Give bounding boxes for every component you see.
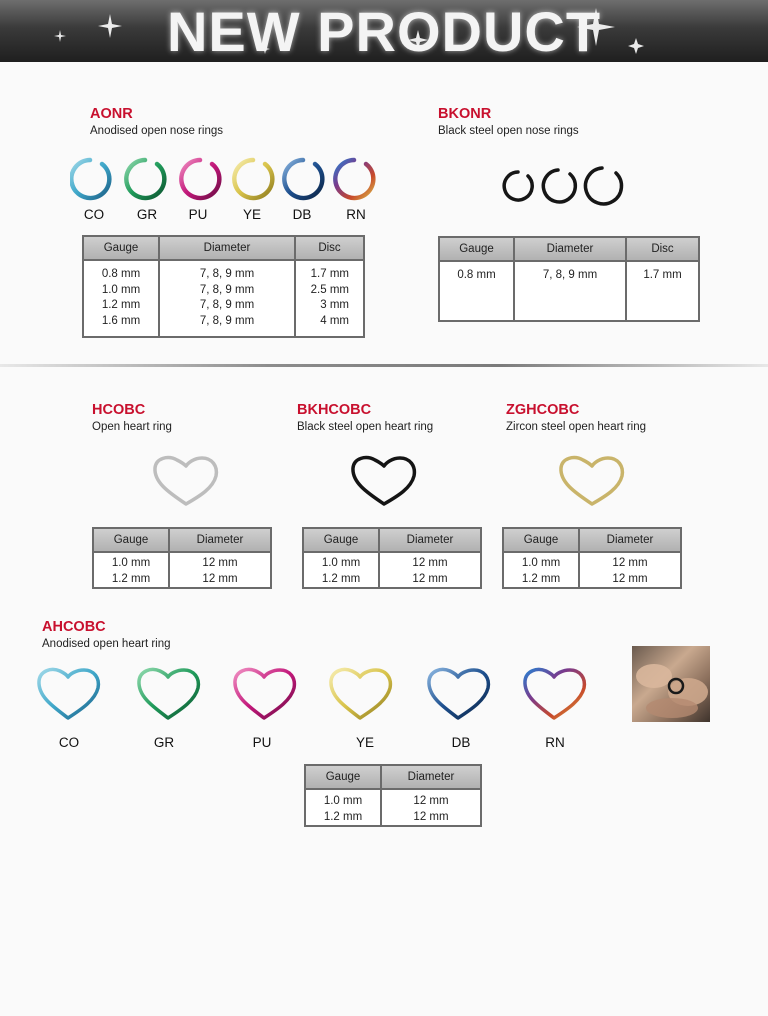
- zircon-heart-ring: [556, 452, 628, 512]
- header-diameter: Diameter: [379, 528, 481, 552]
- diameter-value: 12 mm: [202, 557, 238, 569]
- ring-db: [284, 160, 322, 198]
- gauge-value: 1.2 mm: [321, 572, 361, 585]
- color-label-co: CO: [83, 207, 105, 222]
- diameter-value: 12 mm: [412, 557, 448, 569]
- diameter-value: 12 mm: [413, 795, 449, 807]
- color-label-ye: YE: [242, 207, 261, 222]
- header-diameter: Diameter: [159, 236, 295, 260]
- disc-cell: [295, 260, 364, 337]
- banner-title: NEW PRODUCT: [166, 0, 602, 62]
- aonr-code: AONR: [90, 106, 133, 122]
- heart-rn: [525, 669, 584, 718]
- color-label-db: DB: [451, 735, 471, 750]
- header-diameter: Diameter: [514, 237, 626, 261]
- gauge-cell: [303, 552, 379, 588]
- ring-rn: [335, 160, 373, 198]
- aonr-spec-table: [82, 235, 365, 338]
- black-ring-medium: [543, 170, 575, 202]
- ahcobc-description: Anodised open heart ring: [42, 638, 171, 650]
- heart-gr: [139, 669, 198, 718]
- diameter-cell: [514, 261, 626, 321]
- disc-value: 2.5 mm: [310, 283, 349, 296]
- disc-value: 3 mm: [320, 299, 349, 311]
- color-label-pu: PU: [252, 735, 272, 750]
- disc-cell: [626, 261, 699, 321]
- disc-value: 1.7 mm: [310, 268, 349, 280]
- steel-heart-ring: [150, 452, 222, 512]
- zghcobc-spec-table: [502, 527, 682, 589]
- disc-value: 4 mm: [320, 314, 349, 327]
- header-gauge: Gauge: [83, 236, 159, 260]
- product-photo: [632, 646, 710, 722]
- header-disc: Disc: [626, 237, 699, 261]
- header-gauge: Gauge: [303, 528, 379, 552]
- bkonr-code: BKONR: [438, 106, 492, 122]
- diameter-cell: [579, 552, 681, 588]
- gauge-value: 1.0 mm: [101, 283, 141, 296]
- header-gauge: Gauge: [439, 237, 514, 261]
- gauge-value: 1.2 mm: [521, 572, 561, 585]
- section-divider: [0, 364, 768, 367]
- hand-holding-ring-photo: [632, 646, 710, 722]
- black-ring-large: [585, 168, 621, 204]
- color-label-pu: PU: [188, 207, 208, 222]
- gauge-value: 0.8 mm: [457, 269, 496, 281]
- aonr-description: Anodised open nose rings: [90, 125, 223, 137]
- diameter-value: 12 mm: [612, 572, 648, 585]
- black-heart-ring: [348, 452, 420, 512]
- header-gauge: Gauge: [305, 765, 381, 789]
- color-label-gr: GR: [153, 735, 175, 750]
- gauge-value: 1.0 mm: [323, 795, 363, 807]
- color-label-ye: YE: [355, 735, 374, 750]
- header-diameter: Diameter: [381, 765, 481, 789]
- header-gauge: Gauge: [503, 528, 579, 552]
- header-disc: Disc: [295, 236, 364, 260]
- gauge-cell: [305, 789, 381, 826]
- header-diameter: Diameter: [169, 528, 271, 552]
- black-ring-small: [504, 172, 532, 200]
- color-label-db: DB: [292, 207, 312, 222]
- diameter-value: 12 mm: [412, 572, 448, 585]
- gauge-value: 1.0 mm: [111, 557, 151, 569]
- ring-co: [71, 160, 109, 198]
- diameter-cell: [381, 789, 481, 826]
- diameter-value: 12 mm: [612, 557, 648, 569]
- ahcobc-code: AHCOBC: [42, 619, 106, 635]
- gauge-value: 1.0 mm: [321, 557, 361, 569]
- zghcobc-code: ZGHCOBC: [506, 402, 580, 418]
- ring-gr: [126, 160, 164, 198]
- aonr-ring-row: [70, 154, 380, 206]
- heart-pu: [235, 669, 294, 718]
- diameter-cell: [169, 552, 271, 588]
- bkhcobc-description: Black steel open heart ring: [297, 421, 434, 433]
- diameter-value: 7, 8, 9 mm: [199, 268, 255, 280]
- bkonr-description: Black steel open nose rings: [438, 125, 579, 137]
- ahcobc-spec-table: [304, 764, 482, 827]
- gauge-cell: [503, 552, 579, 588]
- ring-ye: [234, 160, 272, 198]
- zghcobc-description: Zircon steel open heart ring: [506, 421, 646, 433]
- header-gauge: Gauge: [93, 528, 169, 552]
- bkonr-ring-row: [498, 164, 638, 212]
- hcobc-description: Open heart ring: [92, 421, 172, 433]
- diameter-value: 7, 8, 9 mm: [199, 299, 255, 311]
- gauge-cell: [83, 260, 159, 337]
- heart-ye: [331, 669, 390, 718]
- color-label-co: CO: [58, 735, 80, 750]
- gauge-value: 1.2 mm: [111, 572, 151, 585]
- bkhcobc-code: BKHCOBC: [297, 402, 372, 418]
- gauge-value: 1.2 mm: [101, 299, 141, 311]
- ahcobc-heart-row: [36, 664, 596, 726]
- disc-value: 1.7 mm: [643, 269, 682, 281]
- diameter-cell: [159, 260, 295, 337]
- color-label-rn: RN: [346, 207, 366, 222]
- gauge-value: 1.0 mm: [521, 557, 561, 569]
- diameter-value: 7, 8, 9 mm: [199, 314, 255, 327]
- bkhcobc-spec-table: [302, 527, 482, 589]
- hcobc-spec-table: [92, 527, 272, 589]
- diameter-value: 7, 8, 9 mm: [199, 283, 255, 296]
- color-label-gr: GR: [136, 207, 158, 222]
- bkonr-spec-table: [438, 236, 700, 322]
- ring-pu: [181, 160, 219, 198]
- gauge-cell: [439, 261, 514, 321]
- diameter-value: 7, 8, 9 mm: [542, 269, 598, 281]
- heart-co: [39, 669, 98, 718]
- gauge-cell: [93, 552, 169, 588]
- gauge-value: 0.8 mm: [101, 268, 141, 280]
- color-label-rn: RN: [545, 735, 565, 750]
- header-diameter: Diameter: [579, 528, 681, 552]
- diameter-value: 12 mm: [202, 572, 238, 585]
- diameter-cell: [379, 552, 481, 588]
- gauge-value: 1.6 mm: [101, 314, 141, 327]
- hcobc-code: HCOBC: [92, 402, 146, 418]
- header-banner: [0, 0, 768, 62]
- gauge-value: 1.2 mm: [323, 810, 363, 823]
- heart-db: [429, 669, 488, 718]
- diameter-value: 12 mm: [413, 810, 449, 823]
